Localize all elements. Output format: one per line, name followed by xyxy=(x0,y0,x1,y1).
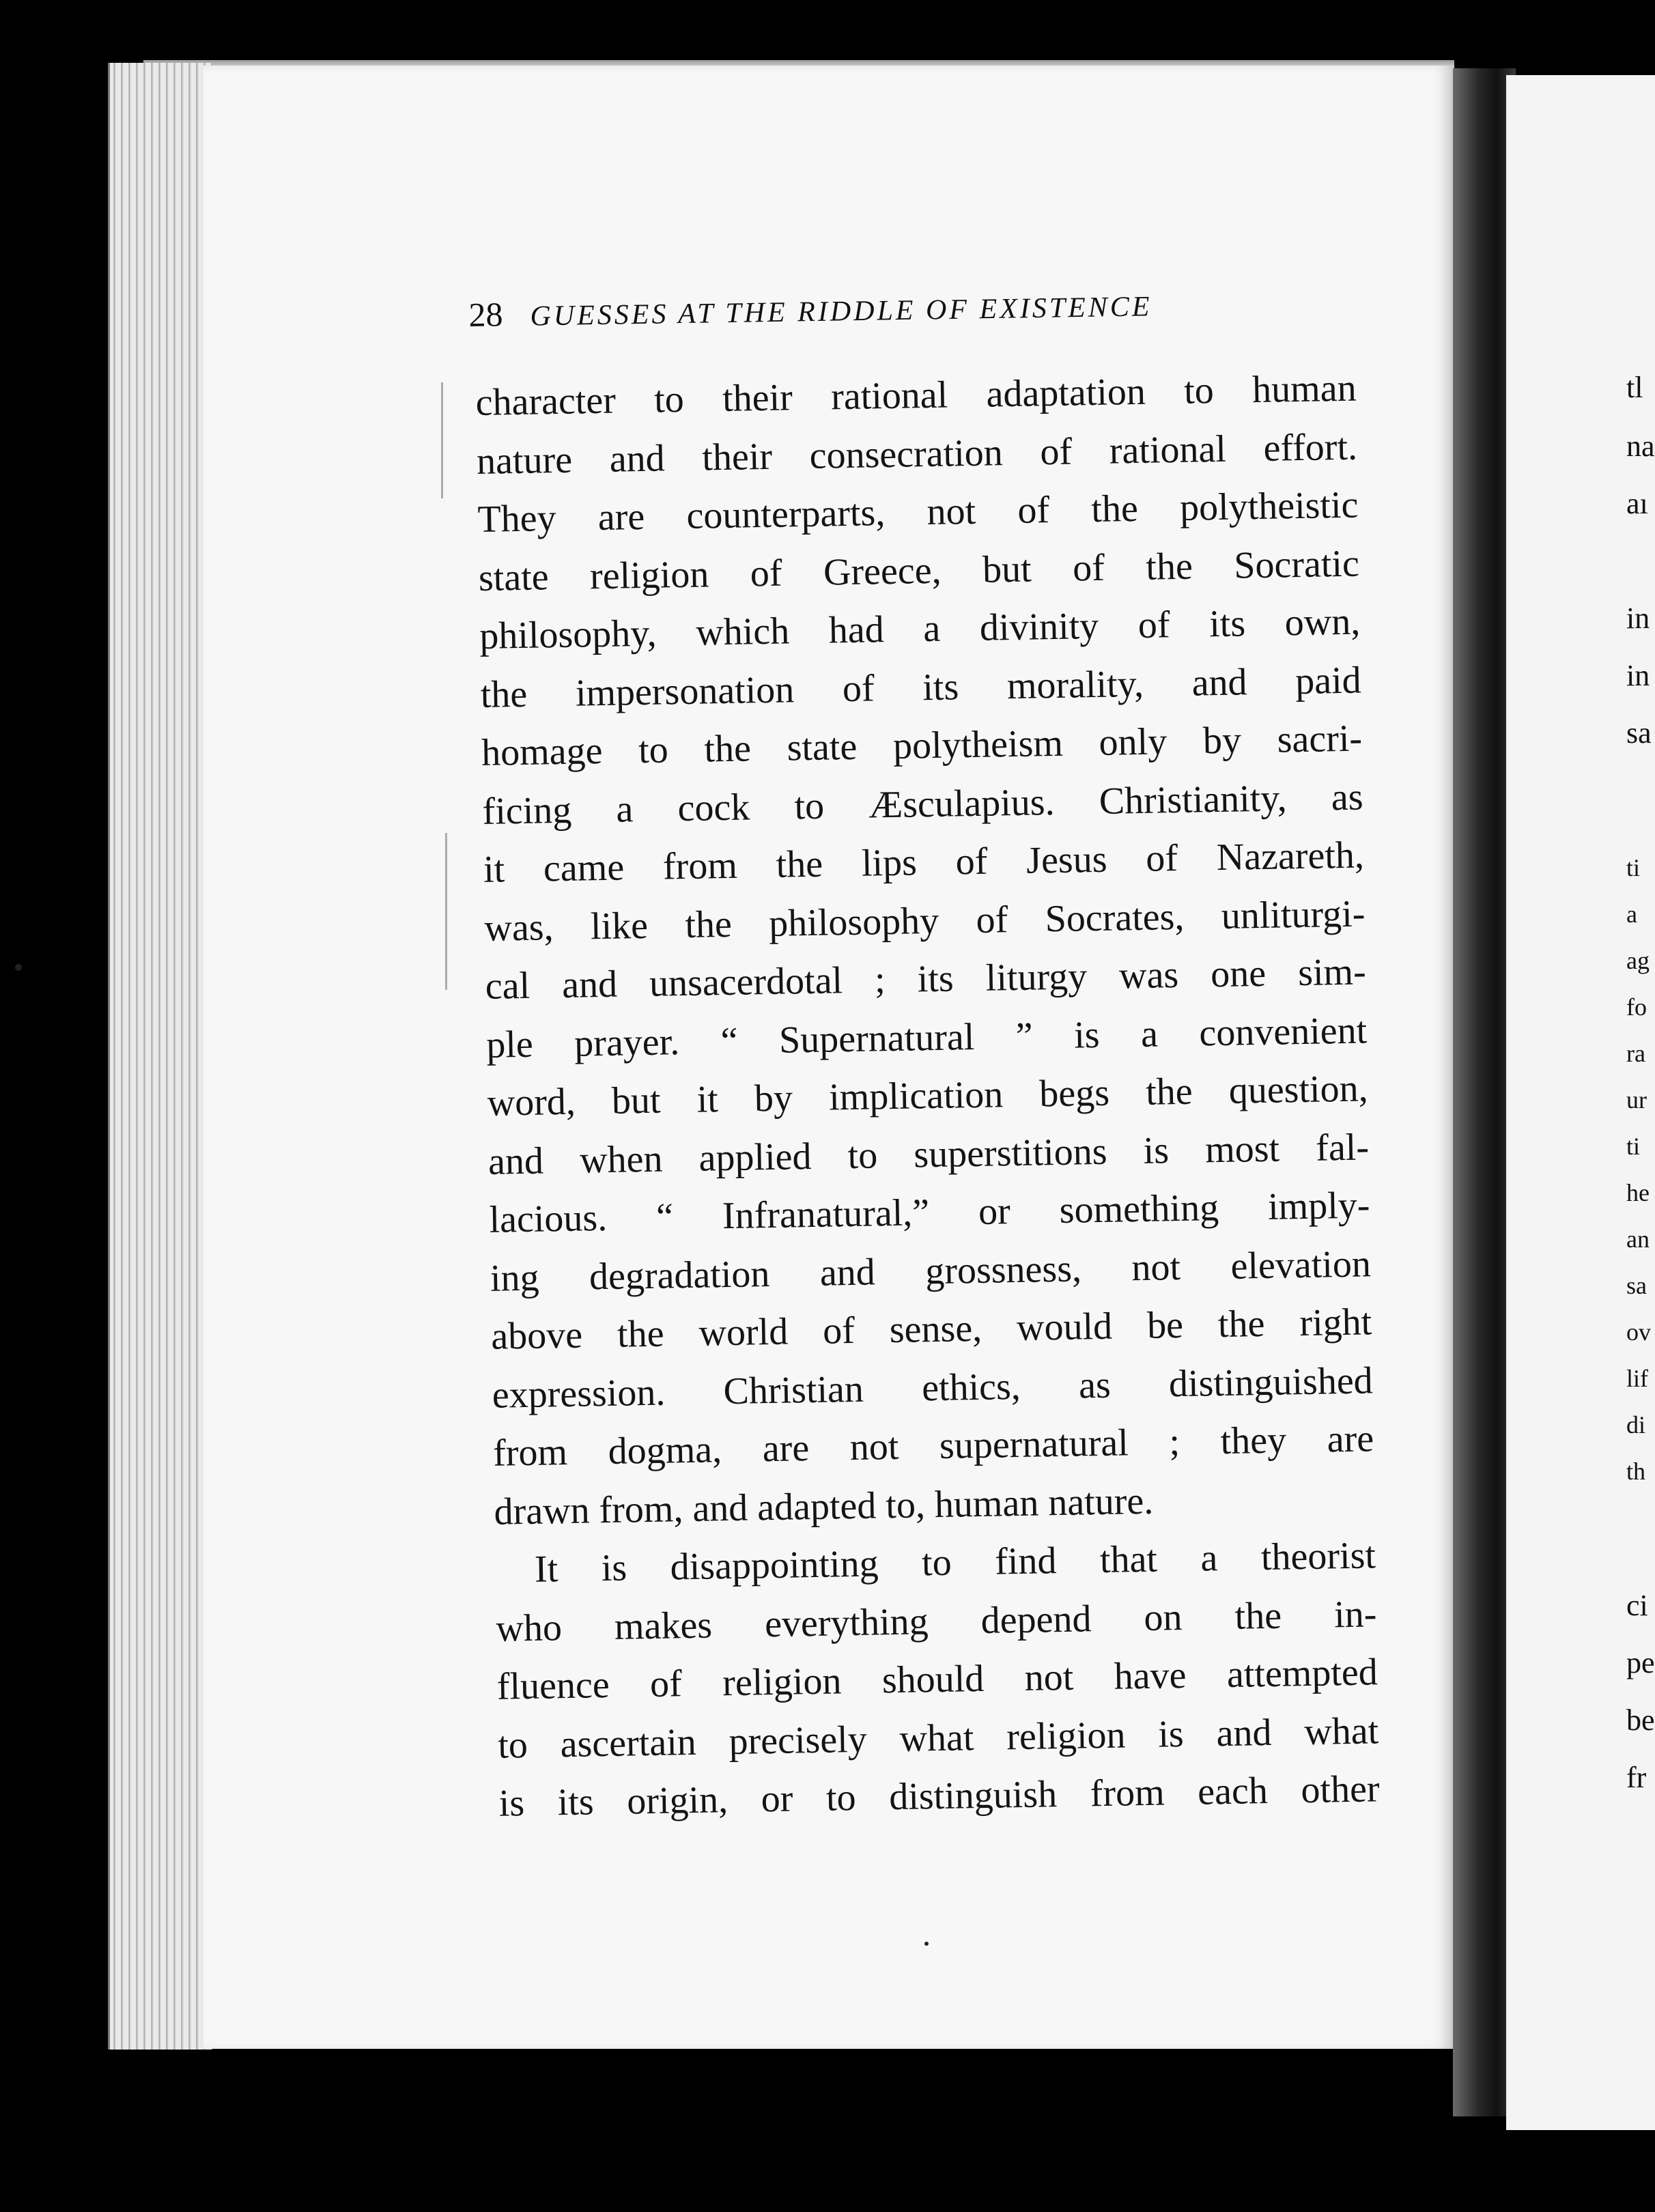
text-line: above the world of sense, would be the right xyxy=(490,1301,1372,1358)
text-line: from dogma, are not supernatural ; they are xyxy=(492,1417,1374,1475)
text-line: homage to the state polytheism only by sacri- xyxy=(481,717,1363,774)
facing-fragment: di xyxy=(1626,1411,1646,1438)
text-line: lacious. “ Infranatural,” or something imply- xyxy=(489,1184,1370,1241)
facing-fragment: ur xyxy=(1626,1086,1647,1114)
text-line: ple prayer. “ Supernatural ” is a convenient xyxy=(485,1008,1368,1066)
text-line: drawn from, and adapted to, human nature. xyxy=(494,1479,1154,1533)
facing-fragment: sa xyxy=(1626,1272,1647,1299)
text-line: cal and unsacerdotal ; its liturgy was one sim- xyxy=(485,950,1367,1008)
dust-speck xyxy=(924,1942,929,1946)
text-line: is its origin, or to distinguish from each other xyxy=(498,1768,1381,1825)
facing-fragment: ci xyxy=(1626,1589,1648,1622)
dust-speck xyxy=(15,964,22,971)
facing-fragment: aı xyxy=(1626,487,1648,520)
facing-fragment: ag xyxy=(1626,947,1650,974)
facing-fragment: in xyxy=(1626,659,1650,692)
facing-fragment: fo xyxy=(1626,993,1647,1021)
text-line: philosophy, which had a divinity of its own, xyxy=(479,600,1361,657)
text-line: and when applied to superstitions is most fal- xyxy=(487,1125,1370,1183)
text-line: They are counterparts, not of the polytheistic xyxy=(477,483,1359,541)
facing-fragment: in xyxy=(1626,601,1650,635)
facing-fragment: ov xyxy=(1626,1318,1651,1346)
text-line: was, like the philosophy of Socrates, unliturgi- xyxy=(483,892,1366,950)
running-title: GUESSES AT THE RIDDLE OF EXISTENCE xyxy=(530,291,1152,332)
text-line: who makes everything depend on the in- xyxy=(495,1592,1377,1650)
text-line: It is disappointing to find that a theorist xyxy=(534,1534,1376,1591)
pencil-margin-mark xyxy=(445,833,447,990)
facing-fragment: an xyxy=(1626,1225,1650,1253)
text-line: the impersonation of its morality, and paid xyxy=(480,659,1362,716)
page-number: 28 xyxy=(468,295,503,334)
facing-fragment: sa xyxy=(1626,716,1652,750)
page-stack-edge xyxy=(108,63,212,2050)
facing-fragment: pe xyxy=(1626,1646,1655,1679)
facing-fragment: fr xyxy=(1626,1761,1647,1794)
text-line: state religion of Greece, but of the Socratic xyxy=(478,542,1360,599)
body-text xyxy=(475,360,1380,1834)
text-line: it came from the lips of Jesus of Nazareth, xyxy=(483,834,1365,891)
facing-fragment: na xyxy=(1626,429,1655,463)
text-line: ing degradation and grossness, not elevation xyxy=(490,1242,1372,1300)
text-line: ficing a cock to Æsculapius. Christianity, as xyxy=(482,776,1363,833)
facing-fragment: ra xyxy=(1626,1040,1645,1067)
facing-fragment: he xyxy=(1626,1179,1650,1206)
text-line: word, but it by implication begs the question, xyxy=(487,1067,1369,1124)
pencil-margin-mark xyxy=(441,382,443,498)
facing-fragment: ti xyxy=(1626,854,1641,881)
facing-fragment: lif xyxy=(1626,1365,1648,1392)
text-line: character to their rational adaptation to human xyxy=(475,367,1357,424)
text-line: expression. Christian ethics, as distinguished xyxy=(492,1359,1374,1417)
facing-fragment: be xyxy=(1626,1703,1655,1737)
text-line: fluence of religion should not have attempted xyxy=(496,1651,1378,1708)
text-line: nature and their consecration of rational effort. xyxy=(476,425,1358,483)
facing-fragment: th xyxy=(1626,1458,1646,1485)
facing-fragment: ti xyxy=(1626,1133,1641,1160)
facing-fragment: tl xyxy=(1626,371,1643,404)
text-line: to ascertain precisely what religion is and what xyxy=(497,1709,1379,1767)
facing-fragment: a xyxy=(1626,901,1637,928)
